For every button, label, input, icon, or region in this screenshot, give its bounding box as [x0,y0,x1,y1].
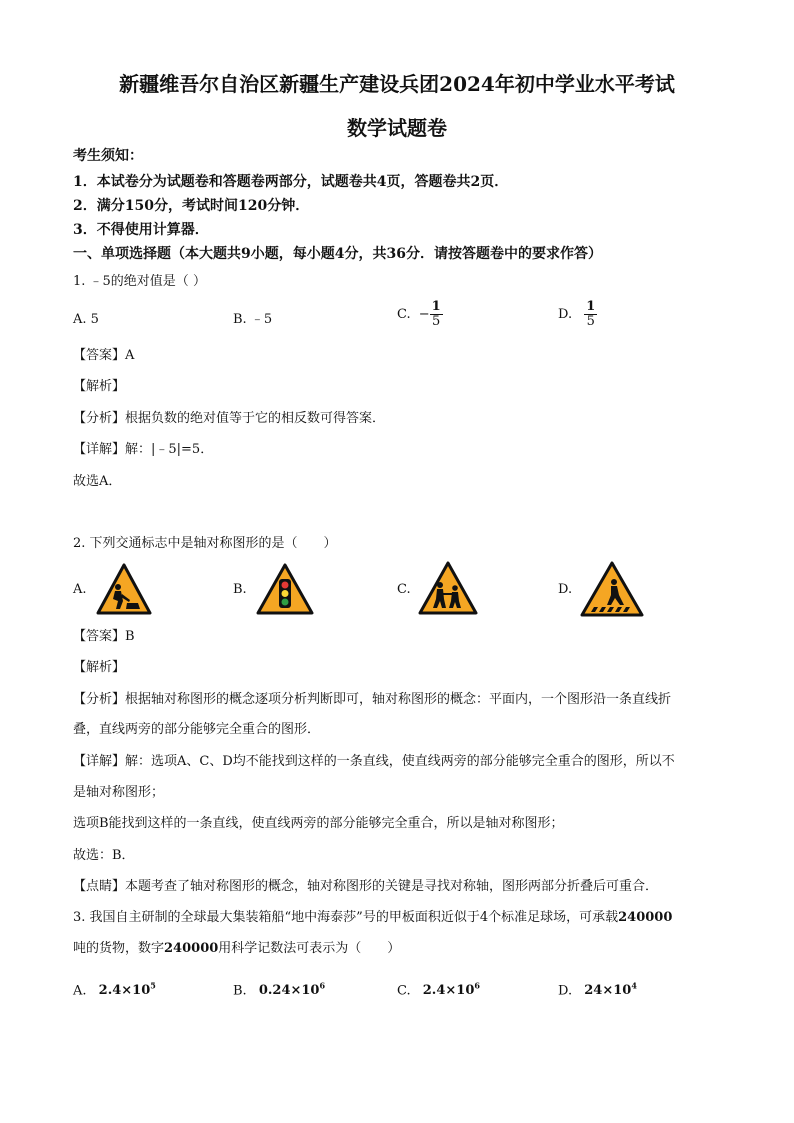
q2-analysis-heading: 【解析】 [73,660,126,675]
q2-option-a-sign [96,563,152,615]
q3-option-c-base: 2.4×10 [422,983,475,999]
q1-option-c [397,300,443,329]
q1-option-b: B. ﹣5 [233,312,273,327]
q3-option-d-value [584,983,637,998]
exam-title: 新疆维吾尔自治区新疆生产建设兵团2024年初中学业水平考试 [119,72,675,96]
q2-xiangjie-line-3: 选项B能找到这样的一条直线，使直线两旁的部分能够完全重合，所以是轴对称图形； [73,816,564,831]
q1-option-d-fraction [584,300,597,329]
notice-item-2: 2．满分150分，考试时间120分钟． [73,198,310,214]
q1-option-d-numerator: 1 [586,299,596,314]
q3-option-c-label: C. [397,983,411,999]
q1-xiangjie: 【详解】解：|﹣5|=5． [73,442,214,457]
traffic-light-icon [279,579,291,608]
q2-answer: 【答案】B [73,629,135,644]
q1-option-d-denominator: 5 [586,314,595,329]
q3-option-b-base: 0.24×10 [258,983,320,999]
q3-stem-number-2: 240000 [164,941,219,956]
q1-option-c-label: C. [397,306,411,322]
warning-triangle-icon [98,565,150,613]
q2-option-d-sign [580,561,644,617]
q3-stem-line-1 [73,908,672,928]
q2-xiangjie-line-2: 是轴对称图形； [73,785,165,800]
q2-option-c-sign [418,561,478,615]
notice-item-3: 3．不得使用计算器． [73,222,209,238]
warning-triangle-icon [420,563,476,613]
q3-option-d [558,976,637,1001]
q3-option-c-value [423,983,480,998]
q3-option-a [73,976,156,1001]
q2-option-c-label: C. [397,582,411,597]
q3-stem-line-2 [73,939,400,959]
q2-option-a-label: A. [73,582,87,597]
q1-option-d [558,300,597,329]
q3-stem-line-2-text-a: 吨的货物，数字 [73,941,165,956]
q1-analysis-heading: 【解析】 [73,379,126,394]
section-heading: 一、单项选择题（本大题共9小题，每小题4分，共36分．请按答题卷中的要求作答） [73,246,602,262]
q1-option-c-numerator: 1 [431,299,441,314]
q2-xiangjie-line-1: 【详解】解：选项A、C、D均不能找到这样的一条直线，使直线两旁的部分能够完全重合的图形，所以不 [73,754,675,769]
q3-option-a-label: A. [73,983,87,999]
q2-option-b-sign [256,563,314,615]
q3-option-a-value [99,983,156,998]
q3-option-b-value [259,983,325,998]
q3-option-b [233,976,325,1001]
q3-option-c [397,976,480,1001]
q1-option-c-fraction [430,300,443,329]
q2-guxuan: 故选：B． [73,848,135,863]
notice-heading: 考生须知： [73,148,143,164]
q1-fenxi: 【分析】根据负数的绝对值等于它的相反数可得答案． [73,411,386,426]
q3-option-c-exponent: 6 [474,981,480,991]
q2-fenxi-line-2: 叠，直线两旁的部分能够完全重合的图形． [73,722,321,737]
q1-guxuan: 故选A． [73,474,122,489]
q1-option-a: A. 5 [73,312,99,327]
q2-option-b-label: B. [233,582,247,597]
q1-option-d-label: D. [558,306,573,322]
q2-stem: 2. 下列交通标志中是轴对称图形的是（ ） [73,536,337,551]
q2-fenxi-line-1: 【分析】根据轴对称图形的概念逐项分析判断即可，轴对称图形的概念：平面内，一个图形沿一条直线折 [73,692,672,707]
q1-stem: 1. ﹣5的绝对值是（ ） [73,274,206,289]
q2-dianjing: 【点睛】本题考查了轴对称图形的概念，轴对称图形的关键是寻找对称轴，图形两部分折叠后可重合． [73,879,659,894]
q1-option-c-sign: − [418,306,430,322]
q3-option-a-base: 2.4×10 [98,983,151,999]
exam-subtitle: 数学试题卷 [347,116,447,140]
notice-item-1: 1．本试卷分为试题卷和答题卷两部分，试题卷共4页，答题卷共2页． [73,174,509,190]
q1-answer: 【答案】A [73,348,135,363]
q3-option-b-label: B. [233,983,247,999]
q3-stem-line-1-text: 3. 我国自主研制的全球最大集装箱船“地中海泰莎”号的甲板面积近似于4个标准足球场，可承载 [73,910,619,925]
q3-stem-line-2-text-c: 用科学记数法可表示为（ ） [218,941,401,956]
q3-option-d-exponent: 4 [631,981,637,991]
q2-option-d-label: D. [558,582,573,597]
q1-option-c-denominator: 5 [432,314,441,329]
q3-option-d-base: 24×10 [584,983,632,999]
q3-stem-number-1: 240000 [618,910,673,925]
q3-option-b-exponent: 6 [319,981,326,991]
q3-option-d-label: D. [558,983,573,999]
q3-option-a-exponent: 5 [150,981,156,991]
